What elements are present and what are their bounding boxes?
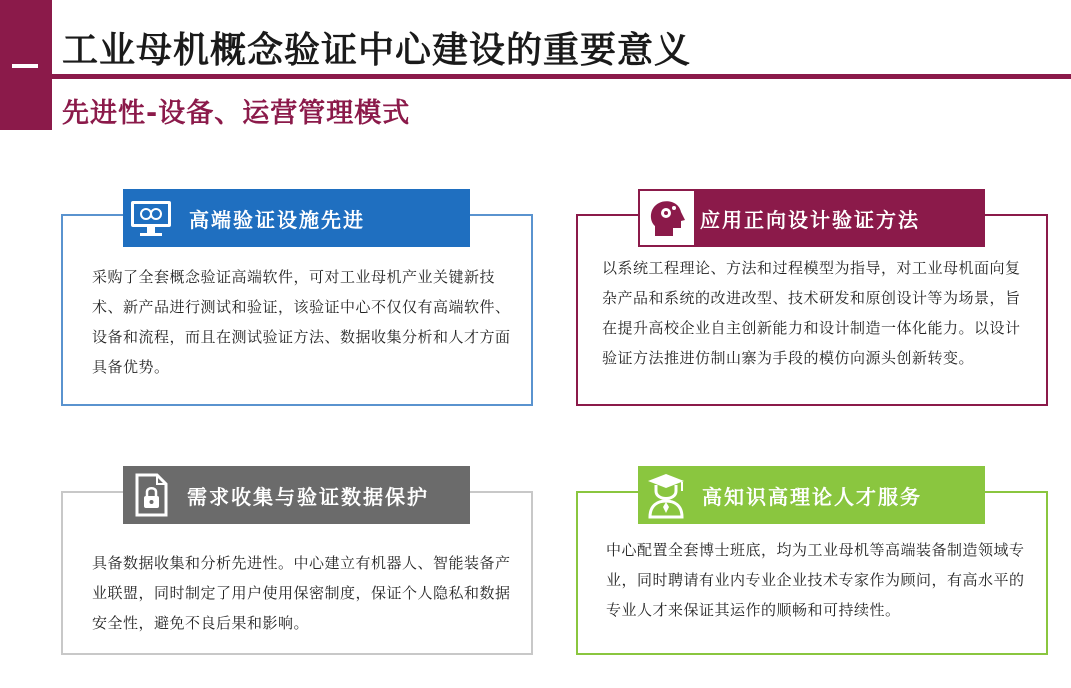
title-divider [52,74,1071,79]
computer-monitor-icon [123,190,179,246]
card-data-protection-title: 需求收集与验证数据保护 [187,484,429,509]
graduate-icon [638,467,694,523]
card-design-method-title: 应用正向设计验证方法 [700,207,920,232]
locked-document-icon [123,467,179,523]
page-subtitle: 先进性-设备、运营管理模式 [62,98,411,129]
card-data-protection-tab [123,466,470,524]
card-facilities-title: 高端验证设施先进 [189,207,365,232]
card-data-protection-body: 具备数据收集和分析先进性。中心建立有机器人、智能装备产业联盟，同时制定了用户使用保密制度，保证个人隐私和数据安全性，避免不良后果和影响。 [92,554,511,632]
page-title: 工业母机概念验证中心建设的重要意义 [62,30,692,71]
card-facilities-body: 采购了全套概念验证高端软件，可对工业母机产业关键新技术、新产品进行测试和验证，该验证中心不仅仅有高端软件、设备和流程，而且在测试验证方法、数据收集分析和人才方面具备优势。 [92,268,511,376]
head-idea-icon [640,191,694,245]
card-design-method-body: 以系统工程理论、方法和过程模型为指导，对工业母机面向复杂产品和系统的改进改型、技术研发和原创设计等为场景，旨在提升高校企业自主创新能力和设计制造一体化能力。以设计验证方法推进仿制山寨为手段的模仿向源头创新转变。 [602,259,1021,367]
card-talent-service-title: 高知识高理论人才服务 [702,484,922,509]
corner-dash [12,64,38,68]
card-talent-service-tab [638,466,985,524]
corner-accent-block [0,0,52,130]
card-facilities-tab [123,189,470,247]
card-design-method-tab [638,189,985,247]
card-talent-service-body: 中心配置全套博士班底，均为工业母机等高端装备制造领域专业，同时聘请有业内专业企业技术专家作为顾问，有高水平的专业人才来保证其运作的顺畅和可持续性。 [606,541,1025,619]
